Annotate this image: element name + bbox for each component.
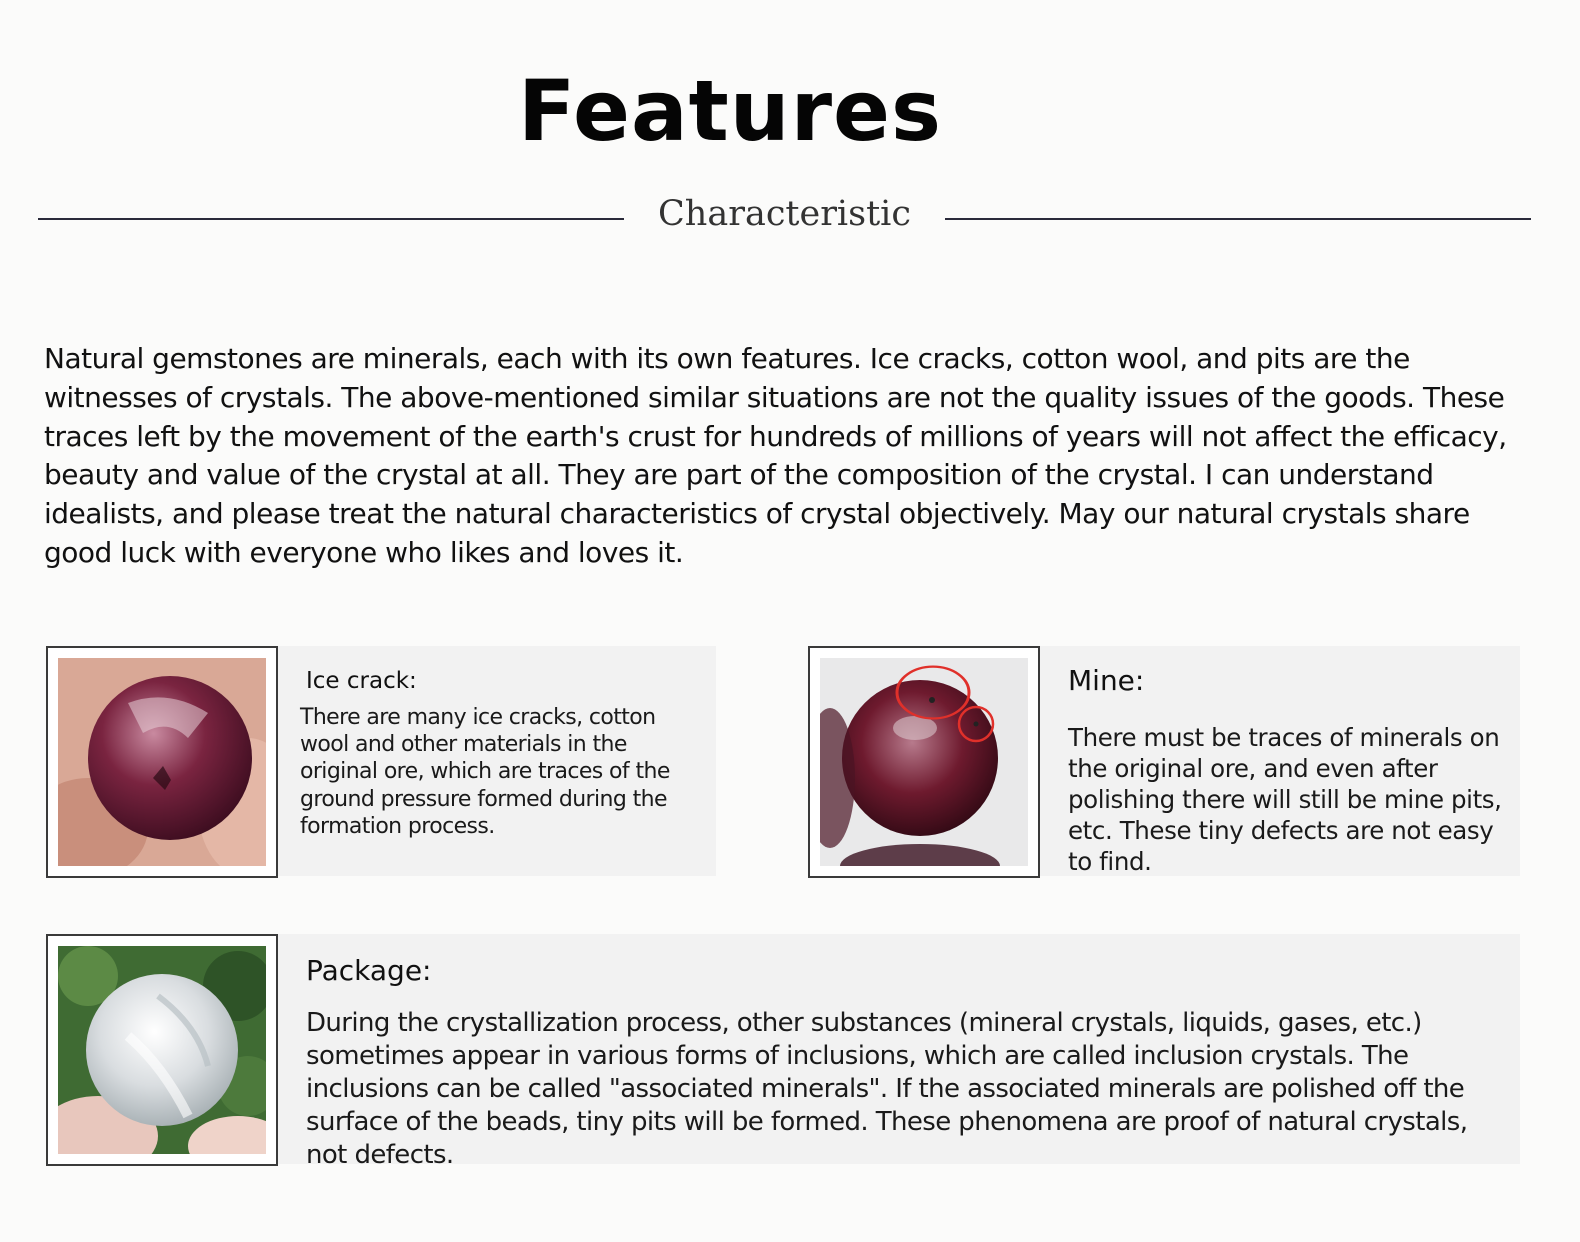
ice-crack-text: There are many ice cracks, cotton wool and other materials in the original ore, which are traces of the ground pressure formed during the formation process. <box>300 705 670 839</box>
intro-paragraph: Natural gemstones are minerals, each with its own features. Ice cracks, cotton wool, and pits are the witnesses of crystals. The above-mentioned similar situations are not the quality issues of the goods. These traces left by the movement of the earth's crust for hundreds of millions of years will not affect the efficacy, beauty and value of the crystal at all. They are part of the composition of the crystal. I can understand idealists, and please treat the natural characteristics of crystal objectively. May our natural crystals share good luck with everyone who likes and loves it. <box>44 342 1507 569</box>
divider-left <box>38 218 624 220</box>
package-text: During the crystallization process, other substances (mineral crystals, liquids, gases, etc.) sometimes appear in various forms of inclusions, which are called inclusion crystals. The inclusions can be called "associated minerals". If the associated minerals are polished off the surface of the beads, tiny pits will be formed. These phenomena are proof of natural crystals, not defects. <box>306 1008 1468 1170</box>
package-title: Package: <box>306 954 432 987</box>
mine-photo <box>820 658 1028 866</box>
page-title: Features <box>518 62 942 160</box>
package-photo <box>58 946 266 1154</box>
mine-title: Mine: <box>1068 664 1145 697</box>
package-photo-frame <box>46 934 278 1166</box>
ice-crack-title: Ice crack: <box>306 668 417 694</box>
section-subtitle: Characteristic <box>658 194 911 234</box>
divider-right <box>945 218 1531 220</box>
mine-text: There must be traces of minerals on the original ore, and even after polishing there will still be mine pits, etc. These tiny defects are not easy to find. <box>1068 723 1502 876</box>
ice-crack-photo-frame <box>46 646 278 878</box>
mine-photo-frame <box>808 646 1040 878</box>
ice-crack-photo <box>58 658 266 866</box>
